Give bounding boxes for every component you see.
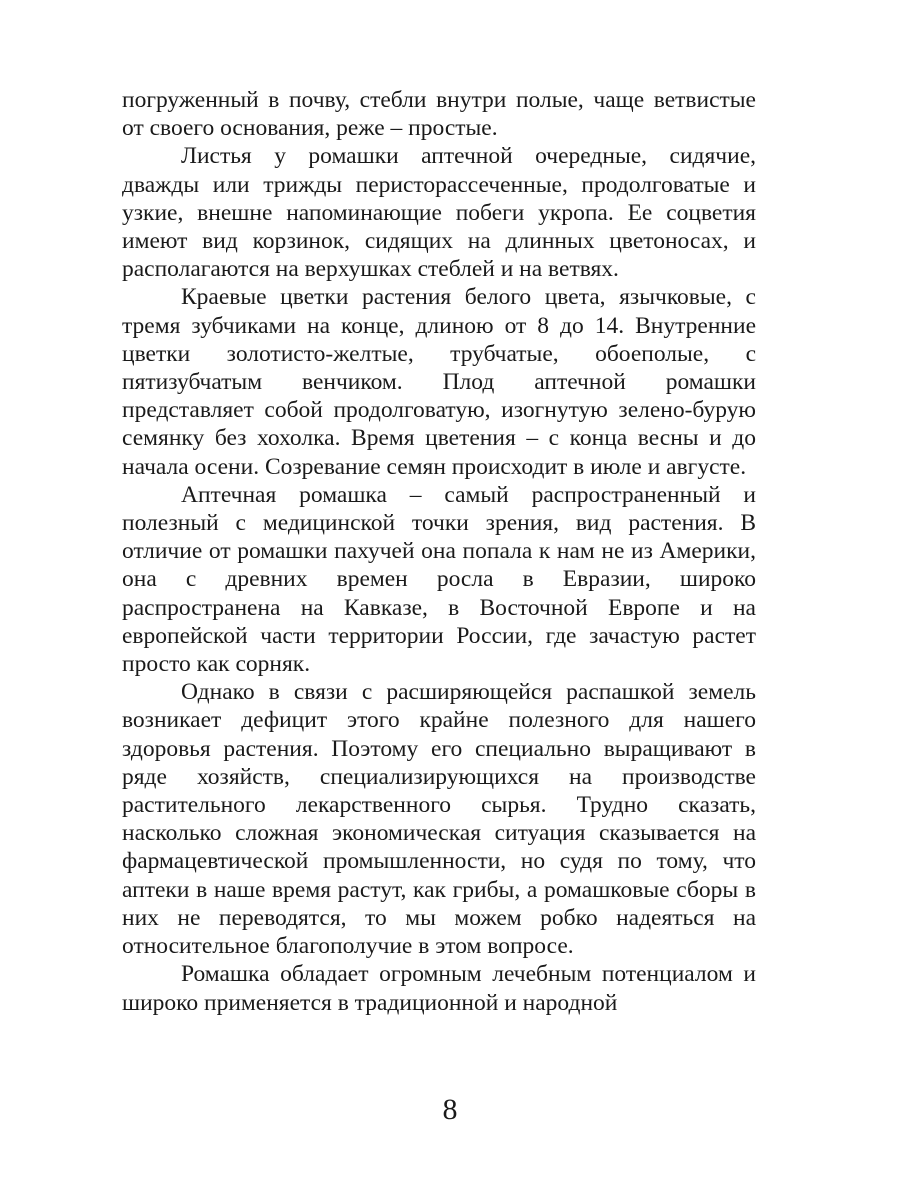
- paragraph-cultivation: Однако в связи с расширяющейся распашкой земель возникает дефицит этого крайне полезного для нашего здоровья растения. Поэтому его специально выращивают в ряде хозяйств, специализирующихся на производстве растительного лекарственного сырья. Трудно сказать, насколько сложная экономическая ситуация сказывается на фармацевтической промышленности, но судя по тому, что аптеки в наше время растут, как грибы, а ромашковые сборы в них не переводятся, то мы можем робко надеяться на относительное благополучие в этом вопросе.: [122, 679, 756, 960]
- paragraph-distribution: Аптечная ромашка – самый распространенный и полезный с медицинской точки зрения, вид растения. В отличие от ромашки пахучей она попала к нам не из Америки, она с древних времен росла в Евразии, широко распространена на Кавказе, в Восточной Европе и на европейской части территории России, где зачастую растет просто как сорняк.: [122, 481, 756, 678]
- paragraph-leaves: Листья у ромашки аптечной очередные, сидячие, дважды или трижды перисторассеченные, продолговатые и узкие, внешне напоминающие побеги укропа. Ее соцветия имеют вид корзинок, сидящих на длинных цветоносах, и располагаются на верхушках стеблей и на ветвях.: [122, 143, 756, 283]
- paragraph-continuation: погруженный в почву, стебли внутри полые, чаще ветвистые от своего основания, реже – простые.: [122, 87, 756, 142]
- paragraph-potential: Ромашка обладает огромным лечебным потенциалом и широко применяется в традиционной и народной: [122, 961, 756, 1016]
- paragraph-flowers: Краевые цветки растения белого цвета, язычковые, с тремя зубчиками на конце, длиною от 8 до 14. Внутренние цветки золотисто-желтые, трубчатые, обоеполые, с пятизубчатым венчиком. Плод аптечной ромашки представляет собой продолговатую, изогнутую зелено-бурую семянку без хохолка. Время цветения – с конца весны и до начала осени. Созревание семян происходит в июле и августе.: [122, 284, 756, 480]
- page-number: 8: [442, 1093, 458, 1126]
- body-text: [122, 86, 756, 1017]
